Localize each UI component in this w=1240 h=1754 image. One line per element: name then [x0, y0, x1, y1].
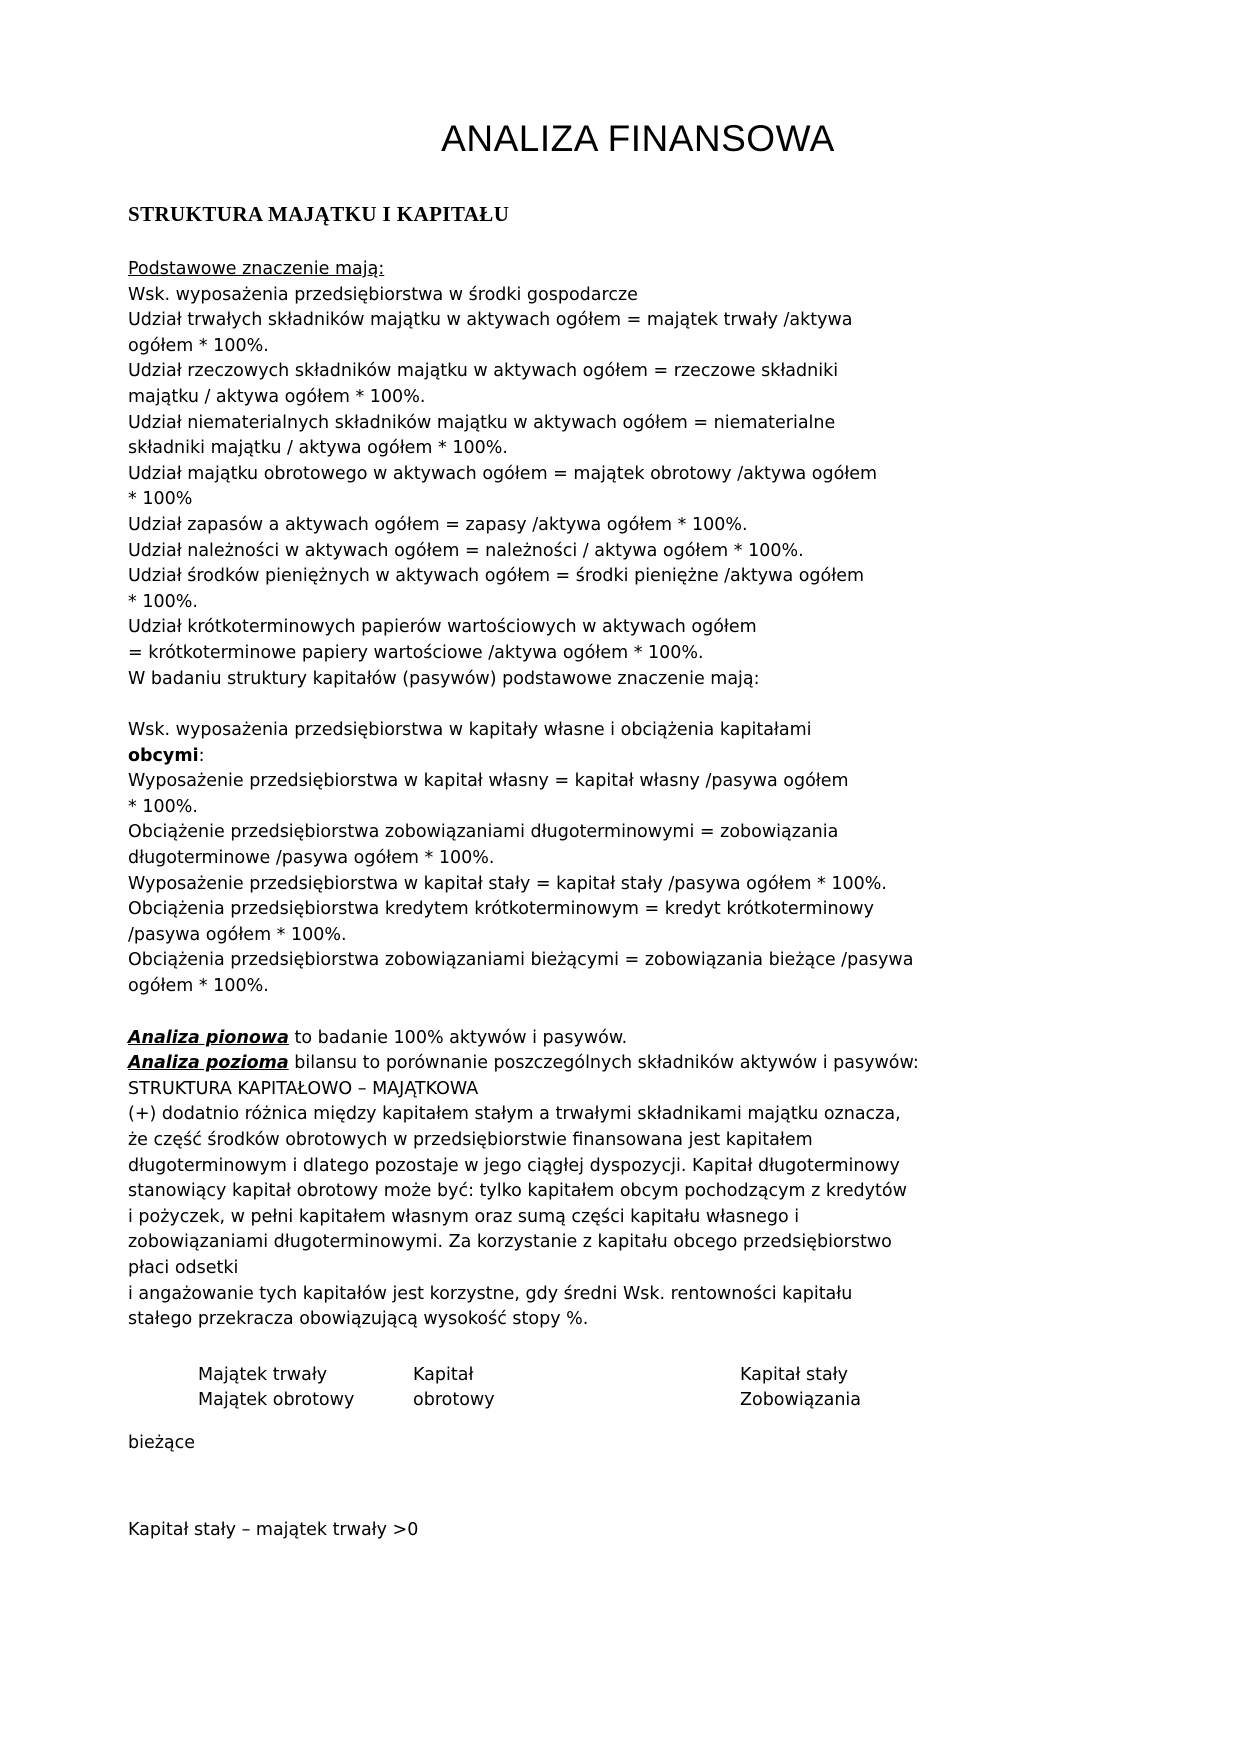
intro-line: * 100% [128, 489, 193, 510]
table-wrap-line: bieżące [128, 1433, 196, 1454]
capital-heading-line-1: Wsk. wyposażenia przedsiębiorstwa w kapitały własne i obciążenia kapitałami [128, 720, 812, 741]
section-heading: STRUKTURA MAJĄTKU I KAPITAŁU [128, 202, 510, 226]
intro-line: Udział trwałych składników majątku w aktywach ogółem = majątek trwały /aktywa [128, 310, 853, 331]
spacer [128, 1333, 1118, 1363]
horizontal-analysis-rest: bilansu to porównanie poszczególnych składników aktywów i pasywów: [288, 1053, 919, 1074]
spacer [128, 692, 1118, 718]
table-cell-liabilities: Zobowiązania [740, 1390, 861, 1411]
capital-line: /pasywa ogółem * 100%. [128, 924, 347, 945]
analysis-line: że część środków obrotowych w przedsiębiorstwie finansowana jest kapitałem [128, 1130, 813, 1150]
capital-heading-colon: : [198, 745, 205, 766]
capital-heading-word: obcymi [128, 745, 199, 766]
intro-label [128, 257, 1118, 283]
capital-line: długoterminowe /pasywa ogółem * 100%. [128, 848, 495, 869]
table-cell-assets-current: Majątek obrotowy [198, 1390, 355, 1411]
analysis-line: zobowiązaniami długoterminowymi. Za korzystanie z kapitału obcego przedsiębiorstwo [128, 1232, 892, 1253]
intro-label-text: Podstawowe znaczenie mają: [128, 259, 385, 279]
table-cell-capital-current: obrotowy [413, 1390, 495, 1411]
vertical-analysis-term: Analiza pionowa [128, 1027, 289, 1048]
capital-line: Wyposażenie przedsiębiorstwa w kapitał stały = kapitał stały /pasywa ogółem * 100%. [128, 873, 887, 894]
analysis-line: (+) dodatnio różnica między kapitałem stałym a trwałymi składnikami majątku oznacza, [128, 1104, 901, 1125]
document-content [128, 118, 1118, 1561]
intro-line: Udział środków pieniężnych w aktywach ogółem = środki pieniężne /aktywa ogółem [128, 566, 865, 587]
intro-line: Udział zapasów a aktywach ogółem = zapasy /aktywa ogółem * 100%. [128, 514, 748, 535]
capital-heading-line-2 [128, 744, 1118, 770]
analysis-line: długoterminowym i dlatego pozostaje w jego ciągłej dyspozycji. Kapitał długoterminowy [128, 1155, 900, 1176]
table-cell-assets-fixed: Majątek trwały [198, 1364, 328, 1385]
capital-block [128, 718, 1118, 1000]
analysis-line: i pożyczek, w pełni kapitałem własnym oraz sumą części kapitału własnego i [128, 1206, 800, 1227]
table-row [128, 1388, 1118, 1414]
capital-line: Obciążenia przedsiębiorstwa kredytem krótkoterminowym = kredyt krótkoterminowy [128, 899, 874, 920]
intro-line: = krótkoterminowe papiery wartościowe /aktywa ogółem * 100%. [128, 642, 704, 663]
spacer [128, 1475, 1118, 1501]
horizontal-analysis-line [128, 1051, 1118, 1077]
analysis-block [128, 1026, 1118, 1333]
intro-line: Udział krótkoterminowych papierów wartościowych w aktywach ogółem [128, 617, 757, 638]
intro-line: W badaniu struktury kapitałów (pasywów) podstawowe znaczenie mają: [128, 668, 760, 689]
intro-line: Udział niematerialnych składników majątku w aktywach ogółem = niematerialne [128, 412, 836, 433]
intro-line: składniki majątku / aktywa ogółem * 100%. [128, 438, 508, 459]
intro-line: Wsk. wyposażenia przedsiębiorstwa w środki gospodarcze [128, 284, 638, 305]
intro-line: majątku / aktywa ogółem * 100%. [128, 386, 426, 407]
table-row [128, 1363, 1118, 1389]
page-title: ANALIZA FINANSOWA [441, 118, 835, 159]
capital-line: Obciążenia przedsiębiorstwa zobowiązaniami bieżącymi = zobowiązania bieżące /pasywa [128, 950, 914, 971]
capital-structure-table [128, 1363, 1118, 1457]
final-formula-line: Kapitał stały – majątek trwały >0 [128, 1520, 419, 1541]
vertical-analysis-rest: to badanie 100% aktywów i pasywów. [288, 1027, 628, 1048]
table-cell-capital: Kapitał [413, 1364, 474, 1385]
intro-line: Udział majątku obrotowego w aktywach ogółem = majątek obrotowy /aktywa ogółem [128, 463, 878, 484]
horizontal-analysis-term: Analiza pozioma [128, 1053, 289, 1074]
structure-line: STRUKTURA KAPITAŁOWO – MAJĄTKOWA [128, 1078, 479, 1099]
intro-line: Udział rzeczowych składników majątku w aktywach ogółem = rzeczowe składniki [128, 361, 839, 382]
analysis-line: stanowiący kapitał obrotowy może być: tylko kapitałem obcym pochodzącym z kredytów [128, 1181, 907, 1202]
intro-line: Udział należności w aktywach ogółem = należności / aktywa ogółem * 100%. [128, 540, 804, 561]
intro-block [128, 257, 1118, 692]
capital-line: Obciążenie przedsiębiorstwa zobowiązaniami długoterminowymi = zobowiązania [128, 822, 839, 843]
vertical-analysis-line [128, 1026, 1118, 1052]
capital-line: Wyposażenie przedsiębiorstwa w kapitał własny = kapitał własny /pasywa ogółem [128, 771, 849, 792]
table-cell-capital-permanent: Kapitał stały [740, 1364, 849, 1385]
intro-line: ogółem * 100%. [128, 335, 269, 356]
analysis-line: płaci odsetki [128, 1257, 239, 1278]
intro-line: * 100%. [128, 591, 198, 612]
capital-line: ogółem * 100%. [128, 976, 269, 997]
analysis-line: stałego przekracza obowiązującą wysokość stopy %. [128, 1309, 589, 1330]
capital-line: * 100%. [128, 796, 198, 817]
analysis-line: i angażowanie tych kapitałów jest korzystne, gdy średni Wsk. rentowności kapitału [128, 1283, 853, 1304]
spacer [128, 1000, 1118, 1026]
